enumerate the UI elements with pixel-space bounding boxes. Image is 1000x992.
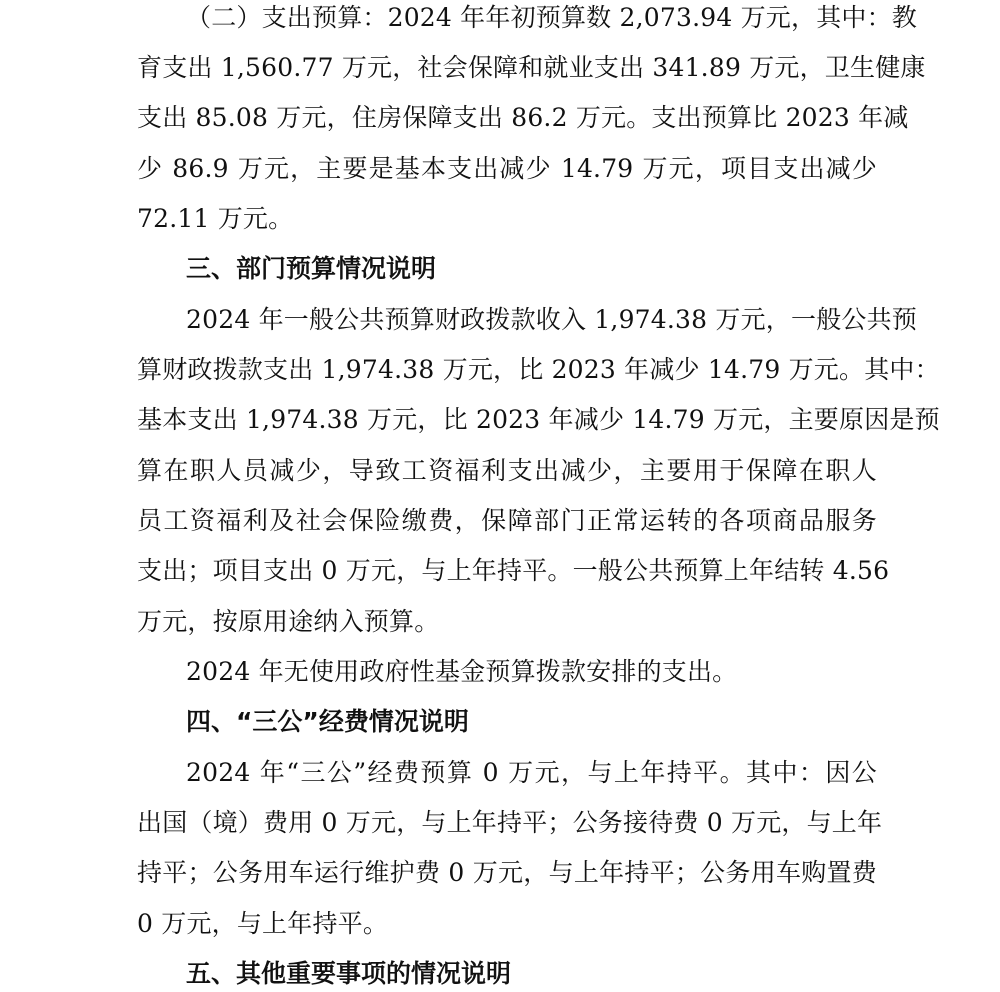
section3-p1-line-4: 算在职人员减少，导致工资福利支出减少，主要用于保障在职人 xyxy=(137,456,877,485)
section2-line-5: 72.11 万元。 xyxy=(137,204,294,233)
section4-line-1: 2024 年“三公”经费预算 0 万元，与上年持平。其中：因公 xyxy=(186,758,877,787)
section4-line-4: 0 万元，与上年持平。 xyxy=(137,909,389,938)
section3-p1-line-6: 支出；项目支出 0 万元，与上年持平。一般公共预算上年结转 4.56 xyxy=(137,556,890,585)
section5-heading: 五、其他重要事项的情况说明 xyxy=(186,959,512,988)
section4-line-2: 出国（境）费用 0 万元，与上年持平；公务接待费 0 万元，与上年 xyxy=(137,808,883,837)
section3-p1-line-1: 2024 年一般公共预算财政拨款收入 1,974.38 万元，一般公共预 xyxy=(186,305,917,334)
section3-p1-line-5: 员工资福利及社会保险缴费，保障部门正常运转的各项商品服务 xyxy=(137,506,877,535)
section2-line-1: （二）支出预算：2024 年年初预算数 2,073.94 万元，其中：教 xyxy=(186,3,917,32)
section3-heading: 三、部门预算情况说明 xyxy=(186,254,437,283)
section3-p1-line-3: 基本支出 1,974.38 万元，比 2023 年减少 14.79 万元，主要原因是预 xyxy=(137,405,940,434)
section4-heading: 四、“三公”经费情况说明 xyxy=(186,707,469,736)
section2-line-2: 育支出 1,560.77 万元，社会保障和就业支出 341.89 万元，卫生健康 xyxy=(137,53,926,82)
section4-line-3: 持平；公务用车运行维护费 0 万元，与上年持平；公务用车购置费 xyxy=(137,858,877,887)
section2-line-3: 支出 85.08 万元，住房保障支出 86.2 万元。支出预算比 2023 年减 xyxy=(137,103,909,132)
section2-line-4: 少 86.9 万元，主要是基本支出减少 14.79 万元，项目支出减少 xyxy=(137,154,877,183)
section3-p2: 2024 年无使用政府性基金预算拨款安排的支出。 xyxy=(186,657,738,686)
section3-p1-line-7: 万元，按原用途纳入预算。 xyxy=(137,607,440,636)
section3-p1-line-2: 算财政拨款支出 1,974.38 万元，比 2023 年减少 14.79 万元。其中： xyxy=(137,355,940,384)
